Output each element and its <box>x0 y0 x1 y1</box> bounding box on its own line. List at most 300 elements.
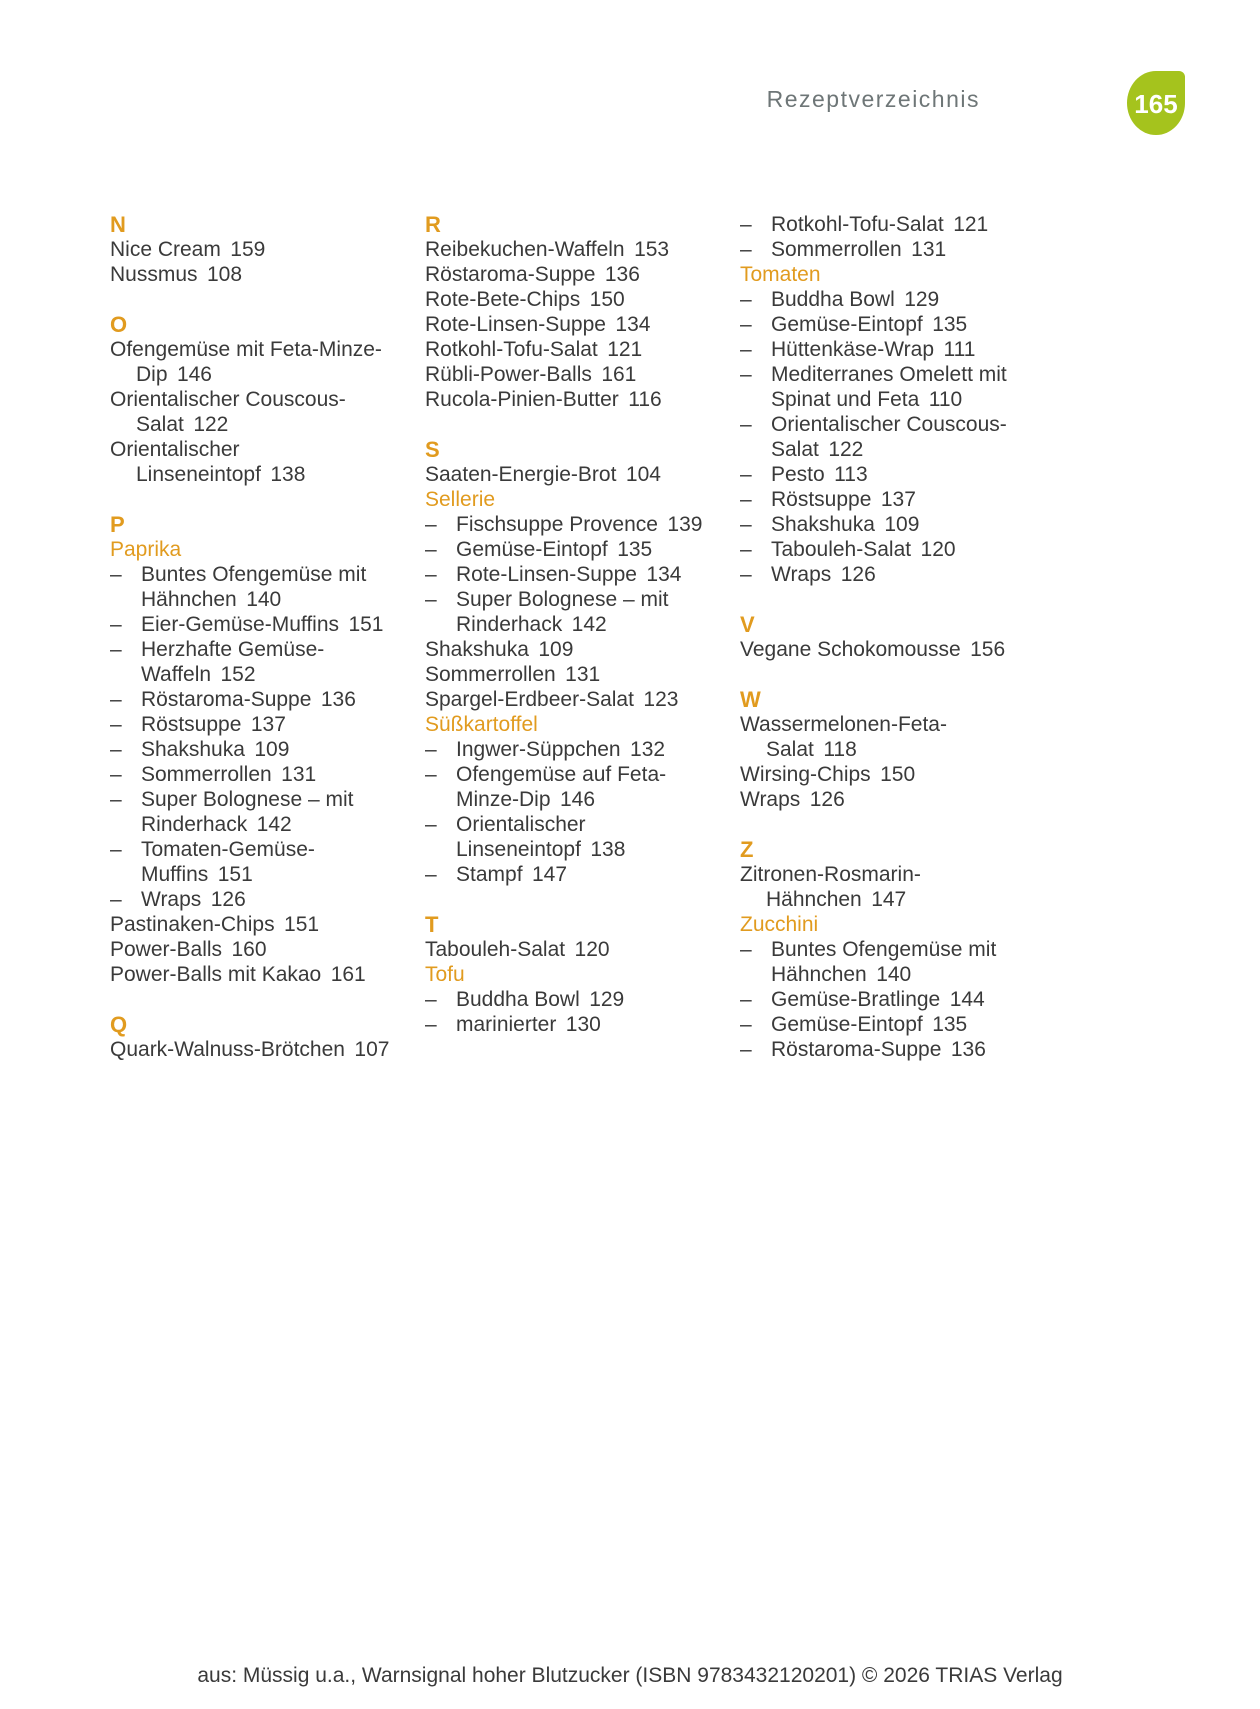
page-ref: 156 <box>970 638 1006 661</box>
index-entry <box>740 712 1035 762</box>
letter-heading: V <box>740 612 755 637</box>
page-ref: 126 <box>210 888 246 911</box>
page-ref: 151 <box>284 913 320 936</box>
dash-bullet: – <box>740 363 752 386</box>
index-subentry <box>110 637 405 687</box>
index-subentry <box>110 612 405 637</box>
index-subentry <box>425 762 720 812</box>
ingredient-heading: Paprika <box>110 538 182 561</box>
recipe-name: Power-Balls <box>110 938 223 961</box>
entry-body <box>740 863 921 911</box>
entry-body <box>110 963 366 986</box>
recipe-name: Shakshuka <box>771 513 875 536</box>
recipe-name: Super Bolognese – mit Rinderhack <box>141 788 354 836</box>
dash-bullet: – <box>740 488 752 511</box>
letter-heading: Z <box>740 837 754 862</box>
recipe-name: Power-Balls mit Kakao <box>110 963 322 986</box>
dash-bullet: – <box>110 688 122 711</box>
page-number-badge <box>1127 71 1185 135</box>
recipe-name: Stampf <box>456 863 523 886</box>
entry-body <box>141 737 405 762</box>
page-ref: 151 <box>217 863 253 886</box>
dash-bullet: – <box>425 763 437 786</box>
index-entry <box>425 262 720 287</box>
entry-body <box>110 438 305 486</box>
index-entry <box>110 262 405 287</box>
entry-body <box>425 263 640 286</box>
page-ref: 142 <box>256 813 292 836</box>
index-column <box>740 212 1055 1062</box>
index-subentry <box>740 362 1035 412</box>
entry-body <box>141 637 405 687</box>
index-entry <box>740 637 1035 662</box>
index-entry <box>110 387 405 437</box>
index-subentry <box>425 587 720 637</box>
section-gap <box>740 812 1035 837</box>
letter-heading: Q <box>110 1012 128 1037</box>
recipe-name: Rübli-Power-Balls <box>425 363 592 386</box>
section-gap <box>425 887 720 912</box>
dash-bullet: – <box>110 563 122 586</box>
page-ref: 136 <box>950 1038 986 1061</box>
page-ref: 109 <box>884 513 920 536</box>
index-subentry <box>740 412 1035 462</box>
dash-bullet: – <box>740 313 752 336</box>
index-subentry <box>740 937 1035 987</box>
index-column <box>110 212 425 1062</box>
dash-bullet: – <box>110 613 122 636</box>
page-ref: 136 <box>320 688 356 711</box>
recipe-name: Shakshuka <box>425 638 529 661</box>
dash-bullet: – <box>740 988 752 1011</box>
dash-bullet: – <box>425 813 437 836</box>
recipe-name: Spargel-Erdbeer-Salat <box>425 688 634 711</box>
recipe-name: Orientalischer Linseneintopf <box>110 438 261 486</box>
index-entry <box>110 237 405 262</box>
page-ref: 161 <box>330 963 366 986</box>
entry-body <box>456 587 720 637</box>
entry-body <box>110 388 346 436</box>
ingredient-heading: Tofu <box>425 963 465 986</box>
recipe-name: Ofengemüse mit Feta-Minze-Dip <box>110 338 382 386</box>
page-ref: 152 <box>220 663 256 686</box>
entry-body <box>110 913 319 936</box>
page-ref: 108 <box>206 263 243 286</box>
page-ref: 153 <box>634 238 670 261</box>
entry-body <box>740 713 947 761</box>
index-subentry <box>110 737 405 762</box>
index-entry <box>110 337 405 387</box>
recipe-name: Shakshuka <box>141 738 245 761</box>
dash-bullet: – <box>425 513 437 536</box>
letter-heading: R <box>425 212 441 237</box>
dash-bullet: – <box>110 738 122 761</box>
page-ref: 121 <box>607 338 643 361</box>
recipe-name: Gemüse-Eintopf <box>456 538 608 561</box>
page-ref: 132 <box>630 738 666 761</box>
entry-body <box>425 288 625 311</box>
dash-bullet: – <box>740 413 752 436</box>
entry-body <box>456 762 720 812</box>
recipe-name: Sommerrollen <box>771 238 902 261</box>
dash-bullet: – <box>740 338 752 361</box>
section-gap <box>110 487 405 512</box>
entry-body <box>141 612 405 637</box>
dash-bullet: – <box>425 588 437 611</box>
section-gap <box>425 412 720 437</box>
index-subentry <box>740 1037 1035 1062</box>
entry-body <box>425 663 600 686</box>
index-entry <box>425 637 720 662</box>
entry-body <box>141 837 405 887</box>
index-subentry <box>110 787 405 837</box>
index-subentry <box>740 1012 1035 1037</box>
entry-body <box>456 537 720 562</box>
page-ref: 122 <box>193 413 229 436</box>
dash-bullet: – <box>740 513 752 536</box>
page-ref: 135 <box>617 538 653 561</box>
letter-heading: O <box>110 312 128 337</box>
index-entry <box>425 662 720 687</box>
index-entry <box>425 337 720 362</box>
entry-body <box>425 388 662 411</box>
recipe-name: Zitronen-Rosmarin-Hähnchen <box>740 863 921 911</box>
index-entry <box>740 862 1035 912</box>
entry-body <box>771 512 1035 537</box>
entry-body <box>771 487 1035 512</box>
page-ref: 134 <box>646 563 682 586</box>
entry-body <box>141 887 405 912</box>
page-title: Rezeptverzeichnis <box>766 86 980 112</box>
index-subentry <box>425 987 720 1012</box>
page-ref: 138 <box>590 838 626 861</box>
index-subentry <box>740 987 1035 1012</box>
dash-bullet: – <box>740 213 752 236</box>
recipe-name: Reibekuchen-Waffeln <box>425 238 625 261</box>
entry-body <box>110 238 265 261</box>
recipe-name: Buddha Bowl <box>456 988 580 1011</box>
dash-bullet: – <box>110 763 122 786</box>
entry-body <box>771 212 1035 237</box>
page-ref: 136 <box>604 263 640 286</box>
page-ref: 130 <box>565 1013 601 1036</box>
recipe-name: Gemüse-Bratlinge <box>771 988 941 1011</box>
recipe-name: Buddha Bowl <box>771 288 895 311</box>
page-ref: 139 <box>667 513 703 536</box>
recipe-name: Mediterranes Omelett mit Spinat und Feta <box>771 363 1007 411</box>
dash-bullet: – <box>425 538 437 561</box>
index-subentry <box>425 812 720 862</box>
index-entry <box>110 937 405 962</box>
index-subentry <box>740 312 1035 337</box>
page-ref: 123 <box>643 688 679 711</box>
entry-body <box>456 512 720 537</box>
page-ref: 135 <box>932 313 968 336</box>
index-subentry <box>110 837 405 887</box>
entry-body <box>425 238 669 261</box>
dash-bullet: – <box>740 1013 752 1036</box>
entry-body <box>771 537 1035 562</box>
entry-body <box>771 462 1035 487</box>
page-ref: 121 <box>953 213 989 236</box>
index-subentry <box>740 337 1035 362</box>
entry-body <box>456 987 720 1012</box>
recipe-name: Fischsuppe Provence <box>456 513 658 536</box>
page-ref: 150 <box>880 763 916 786</box>
entry-body <box>141 687 405 712</box>
page-ref: 116 <box>628 388 662 411</box>
entry-body <box>141 762 405 787</box>
entry-body <box>771 412 1035 462</box>
dash-bullet: – <box>110 713 122 736</box>
index-entry <box>425 462 720 487</box>
index-subentry <box>740 562 1035 587</box>
recipe-name: Buntes Ofengemüse mit Hähnchen <box>141 563 367 611</box>
entry-body <box>771 562 1035 587</box>
recipe-name: Ingwer-Süppchen <box>456 738 621 761</box>
entry-body <box>110 1038 389 1061</box>
index-subentry <box>740 237 1035 262</box>
recipe-name: Rote-Bete-Chips <box>425 288 581 311</box>
entry-body <box>425 363 636 386</box>
entry-body <box>771 337 1035 362</box>
entry-body <box>740 763 915 786</box>
entry-body <box>425 638 573 661</box>
page-ref: 122 <box>828 438 864 461</box>
index-entry <box>740 787 1035 812</box>
recipe-name: Röstaroma-Suppe <box>771 1038 942 1061</box>
dash-bullet: – <box>110 888 122 911</box>
letter-heading: S <box>425 437 440 462</box>
index-subentry <box>110 712 405 737</box>
entry-body <box>771 287 1035 312</box>
recipe-name: Nussmus <box>110 263 198 286</box>
page-ref: 140 <box>876 963 912 986</box>
dash-bullet: – <box>425 988 437 1011</box>
index-subentry <box>425 862 720 887</box>
index-entry <box>425 387 720 412</box>
page-ref: 111 <box>943 338 976 361</box>
recipe-name: Wraps <box>740 788 801 811</box>
section-gap <box>740 662 1035 687</box>
recipe-name: Nice Cream <box>110 238 221 261</box>
recipe-name: Vegane Schokomousse <box>740 638 961 661</box>
entry-body <box>740 788 845 811</box>
index-subentry <box>110 687 405 712</box>
page-ref: 151 <box>348 613 384 636</box>
dash-bullet: – <box>425 863 437 886</box>
recipe-name: Buntes Ofengemüse mit Hähnchen <box>771 938 997 986</box>
index-entry <box>425 237 720 262</box>
dash-bullet: – <box>740 938 752 961</box>
recipe-name: Wirsing-Chips <box>740 763 871 786</box>
page-ref: 110 <box>928 388 963 411</box>
recipe-name: Gemüse-Eintopf <box>771 313 923 336</box>
page-ref: 150 <box>589 288 625 311</box>
dash-bullet: – <box>110 638 122 661</box>
letter-heading: W <box>740 687 761 712</box>
entry-body <box>456 812 720 862</box>
dash-bullet: – <box>740 563 752 586</box>
recipe-name: Pesto <box>771 463 825 486</box>
recipe-name: Wraps <box>141 888 202 911</box>
recipe-name: Tomaten-Gemüse-Muffins <box>141 838 315 886</box>
page-ref: 134 <box>615 313 651 336</box>
page-ref: 126 <box>809 788 845 811</box>
dash-bullet: – <box>740 538 752 561</box>
entry-body <box>771 987 1035 1012</box>
recipe-name: Orientalischer Linseneintopf <box>456 813 586 861</box>
index-column <box>425 212 740 1062</box>
page-ref: 120 <box>920 538 956 561</box>
recipe-name: Orientalischer Couscous-Salat <box>771 413 1007 461</box>
ingredient-heading: Süßkartoffel <box>425 713 538 736</box>
page-ref: 109 <box>254 738 290 761</box>
index-subentry <box>740 512 1035 537</box>
page-ref: 137 <box>250 713 286 736</box>
recipe-name: Orientalischer Couscous-Salat <box>110 388 346 436</box>
recipe-name: Wraps <box>771 563 832 586</box>
entry-body <box>456 862 720 887</box>
entry-body <box>456 562 720 587</box>
index-entry <box>110 912 405 937</box>
page-ref: 160 <box>231 938 267 961</box>
recipe-name: Rotkohl-Tofu-Salat <box>771 213 944 236</box>
entry-body <box>771 1012 1035 1037</box>
section-gap <box>110 287 405 312</box>
page-ref: 109 <box>538 638 574 661</box>
entry-body <box>110 263 242 286</box>
index-entry <box>425 362 720 387</box>
page-ref: 126 <box>840 563 876 586</box>
index-subentry <box>740 537 1035 562</box>
page-ref: 120 <box>574 938 610 961</box>
recipe-name: Röstsuppe <box>771 488 872 511</box>
recipe-name: Pastinaken-Chips <box>110 913 275 936</box>
index-entry <box>425 937 720 962</box>
entry-body <box>771 937 1035 987</box>
recipe-name: Rucola-Pinien-Butter <box>425 388 619 411</box>
recipe-name: Hüttenkäse-Wrap <box>771 338 935 361</box>
page-ref: 131 <box>565 663 601 686</box>
section-gap <box>740 587 1035 612</box>
index-entry <box>425 287 720 312</box>
index-entry <box>425 312 720 337</box>
page-ref: 107 <box>354 1038 390 1061</box>
recipe-name: Saaten-Energie-Brot <box>425 463 617 486</box>
recipe-name: Ofengemüse auf Feta-Minze-Dip <box>456 763 667 811</box>
entry-body <box>425 463 661 486</box>
ingredient-heading: Zucchini <box>740 913 819 936</box>
entry-body <box>771 1037 1035 1062</box>
recipe-name: Super Bolognese – mit Rinderhack <box>456 588 669 636</box>
recipe-name: Tabouleh-Salat <box>771 538 912 561</box>
page-ref: 131 <box>281 763 317 786</box>
letter-heading: P <box>110 512 125 537</box>
page-ref: 135 <box>932 1013 968 1036</box>
recipe-name: Rote-Linsen-Suppe <box>456 563 637 586</box>
entry-body <box>740 638 1005 661</box>
ingredient-heading: Sellerie <box>425 488 496 511</box>
index-subentry <box>740 462 1035 487</box>
page-ref: 159 <box>230 238 266 261</box>
page-ref: 138 <box>270 463 306 486</box>
page-ref: 131 <box>911 238 947 261</box>
ingredient-heading: Tomaten <box>740 263 821 286</box>
index-subentry <box>740 287 1035 312</box>
index-entry <box>740 762 1035 787</box>
dash-bullet: – <box>740 1038 752 1061</box>
recipe-name: Röstaroma-Suppe <box>425 263 596 286</box>
recipe-name: Tabouleh-Salat <box>425 938 566 961</box>
recipe-name: Rotkohl-Tofu-Salat <box>425 338 598 361</box>
page-ref: 147 <box>531 863 568 886</box>
index-columns <box>110 212 1055 1062</box>
page-ref: 129 <box>589 988 625 1011</box>
entry-body <box>771 362 1035 412</box>
index-subentry <box>425 737 720 762</box>
index-subentry <box>110 562 405 612</box>
entry-body <box>141 712 405 737</box>
entry-body <box>110 338 382 386</box>
index-entry <box>425 687 720 712</box>
page-ref: 113 <box>834 463 868 486</box>
entry-body <box>456 1012 720 1037</box>
page-ref: 118 <box>823 738 857 761</box>
recipe-name: Röstaroma-Suppe <box>141 688 312 711</box>
letter-heading: N <box>110 212 126 237</box>
recipe-name: Wassermelonen-Feta-Salat <box>740 713 947 761</box>
page-ref: 137 <box>880 488 916 511</box>
page-ref: 142 <box>571 613 607 636</box>
index-subentry <box>110 887 405 912</box>
index-entry <box>110 1037 405 1062</box>
index-subentry <box>740 487 1035 512</box>
index-subentry <box>740 212 1035 237</box>
index-entry <box>110 437 405 487</box>
recipe-name: Eier-Gemüse-Muffins <box>141 613 340 636</box>
dash-bullet: – <box>740 463 752 486</box>
dash-bullet: – <box>425 1013 437 1036</box>
dash-bullet: – <box>110 838 122 861</box>
page-ref: 147 <box>871 888 907 911</box>
entry-body <box>141 562 405 612</box>
entry-body <box>771 312 1035 337</box>
dash-bullet: – <box>425 738 437 761</box>
dash-bullet: – <box>740 288 752 311</box>
dash-bullet: – <box>110 788 122 811</box>
index-subentry <box>425 512 720 537</box>
entry-body <box>425 688 678 711</box>
page-number: 165 <box>1134 88 1178 119</box>
recipe-name: Gemüse-Eintopf <box>771 1013 923 1036</box>
index-subentry <box>425 537 720 562</box>
index-subentry <box>425 562 720 587</box>
recipe-name: Sommerrollen <box>425 663 556 686</box>
page-ref: 140 <box>246 588 282 611</box>
page-ref: 144 <box>949 988 985 1011</box>
section-gap <box>110 987 405 1012</box>
page-ref: 129 <box>904 288 940 311</box>
entry-body <box>141 787 405 837</box>
entry-body <box>425 938 610 961</box>
page-ref: 146 <box>559 788 596 811</box>
recipe-name: Sommerrollen <box>141 763 272 786</box>
index-subentry <box>110 762 405 787</box>
recipe-name: Quark-Walnuss-Brötchen <box>110 1038 345 1061</box>
dash-bullet: – <box>740 238 752 261</box>
recipe-name: Röstsuppe <box>141 713 242 736</box>
